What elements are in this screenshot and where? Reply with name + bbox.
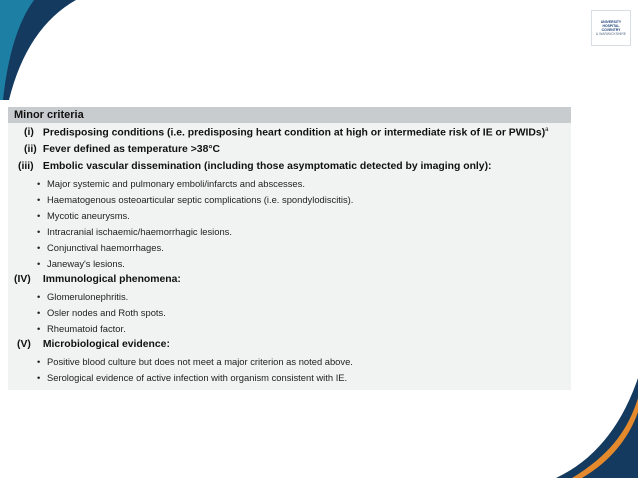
list-item-text: Glomerulonephritis. (47, 291, 129, 302)
list-item-text: Janeway's lesions. (47, 258, 125, 269)
list-item-text: Osler nodes and Roth spots. (47, 307, 166, 318)
criterion-text: Embolic vascular dissemination (including those asymptomatic detected by imaging only): (42, 161, 492, 172)
list-item: • Glomerulonephritis. (37, 291, 129, 302)
criterion-iii (18, 161, 492, 172)
criterion-text: Fever defined as temperature >38°C (42, 144, 221, 155)
logo-line-3: COVENTRY (601, 28, 621, 32)
list-item: • Mycotic aneurysms. (37, 210, 130, 221)
list-item-text: Positive blood culture but does not meet a major criterion as noted above. (47, 356, 353, 367)
list-item-text: Intracranial ischaemic/haemorrhagic lesions. (47, 226, 232, 237)
criterion-number: (V) (17, 339, 31, 350)
criterion-text: Immunological phenomena: (42, 274, 181, 285)
list-item: • Positive blood culture but does not meet a major criterion as noted above. (37, 356, 353, 367)
list-item-text: Conjunctival haemorrhages. (47, 242, 164, 253)
list-item: • Osler nodes and Roth spots. (37, 307, 166, 318)
criterion-i (24, 127, 549, 138)
criterion-iv (14, 274, 181, 285)
list-item: • Rheumatoid factor. (37, 323, 126, 334)
criterion-text: Microbiological evidence: (42, 339, 170, 350)
criterion-number: (iii) (18, 161, 34, 172)
list-item: • Conjunctival haemorrhages. (37, 242, 164, 253)
list-item-text: Rheumatoid factor. (47, 323, 126, 334)
table-header: Minor criteria (8, 107, 571, 123)
logo-line-2: HOSPITAL (602, 23, 620, 28)
list-item: • Intracranial ischaemic/haemorrhagic lesions. (37, 226, 232, 237)
list-item-text: Mycotic aneurysms. (47, 210, 130, 221)
criterion-text: Predisposing conditions (i.e. predisposing heart condition at high or intermediate risk of IE or PWIDs) (42, 127, 546, 139)
logo-line-1: UNIVERSITY (600, 19, 622, 24)
list-item-text: Haematogenous osteoarticular septic complications (i.e. spondylodiscitis). (47, 194, 354, 205)
list-item-text: Serological evidence of active infection with organism consistent with IE. (47, 372, 348, 383)
logo-line-4: & WARWICKSHIRE (595, 32, 627, 37)
university-logo (591, 10, 631, 46)
criterion-ii (24, 144, 220, 155)
criterion-v (17, 339, 170, 350)
list-item: • Haematogenous osteoarticular septic complications (i.e. spondylodiscitis). (37, 194, 354, 205)
criterion-number: (IV) (14, 274, 31, 285)
criterion-number: (ii) (24, 144, 37, 155)
list-item: • Janeway's lesions. (37, 258, 125, 269)
list-item: • Major systemic and pulmonary emboli/infarcts and abscesses. (37, 178, 305, 189)
list-item-text: Major systemic and pulmonary emboli/infarcts and abscesses. (47, 178, 305, 189)
minor-criteria-table (8, 107, 571, 390)
criterion-number: (i) (24, 127, 34, 139)
criterion-footnote-marker: a (545, 127, 549, 133)
list-item: • Serological evidence of active infection with organism consistent with IE. (37, 372, 348, 383)
